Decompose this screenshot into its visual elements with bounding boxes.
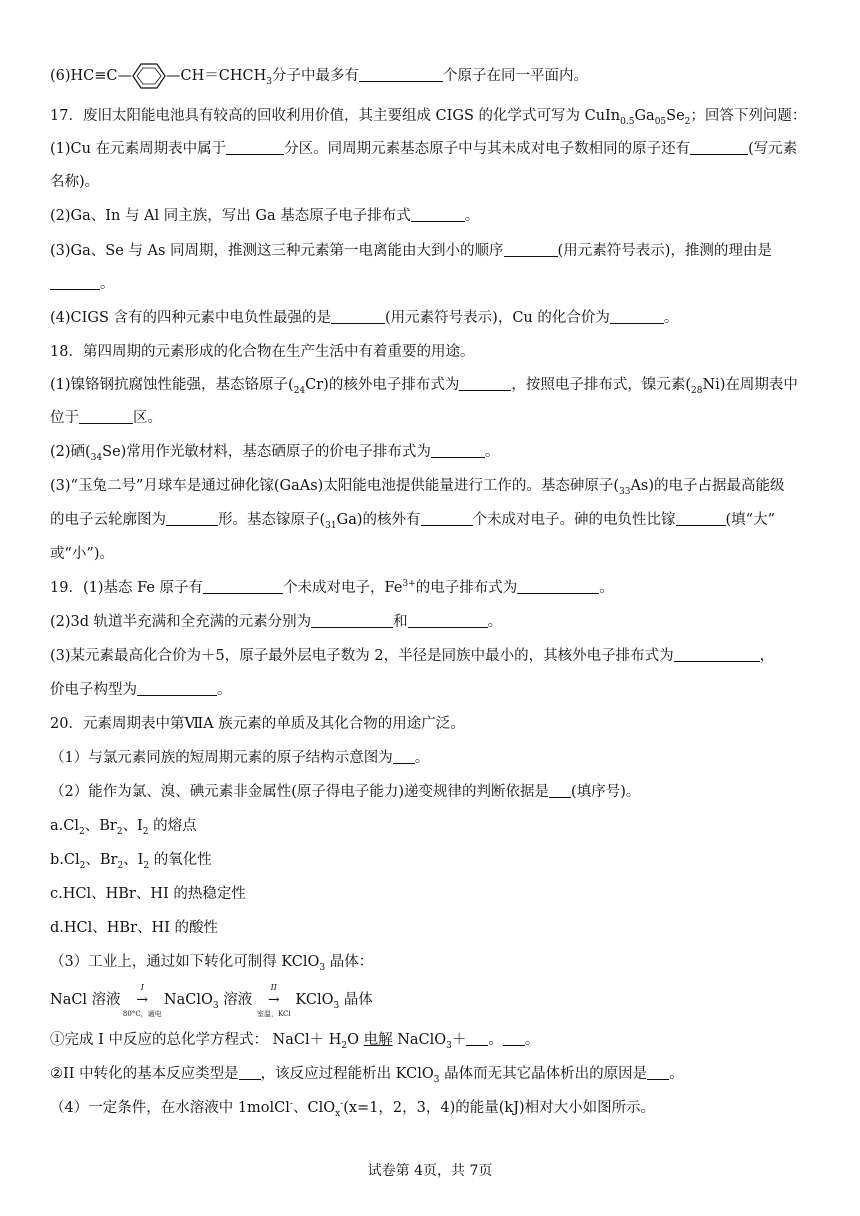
subscript: 34 [90, 452, 103, 463]
answer-blank[interactable] [431, 443, 485, 458]
answer-blank[interactable] [79, 409, 133, 424]
answer-blank[interactable] [647, 1065, 669, 1080]
subscript: 3 [433, 1074, 440, 1085]
answer-blank[interactable] [226, 140, 284, 155]
subscript: 3 [266, 76, 272, 87]
text: 20．元素周期表中第ⅦA 族元素的单质及其化合物的用途广泛。 [50, 716, 465, 732]
subscript: 2 [116, 826, 123, 837]
text: 。 [663, 310, 679, 326]
text: 17．废旧太阳能电池具有较高的回收利用价值，其主要组成 CIGS 的化学式可写为 CuIn [50, 108, 621, 124]
q19-part3-cont [50, 680, 820, 700]
q19-part2 [50, 612, 820, 632]
q18-part3-cont [50, 510, 820, 530]
answer-blank[interactable] [137, 681, 217, 696]
superscript: 3+ [402, 579, 416, 590]
text: (3)某元素最高化合价为＋5，原子最外层电子数为 2，半径是同族中最小的，其核外电子排布式为 [50, 648, 674, 664]
subscript: 2 [79, 826, 85, 837]
q19-part1 [50, 578, 820, 598]
text: 名称)。 [50, 174, 100, 190]
q20-part2 [50, 782, 820, 802]
text: Se [666, 108, 685, 124]
text: c.HCl、HBr、HI 的热稳定性 [50, 886, 246, 902]
text: 的熔点 [148, 818, 197, 834]
option-d [50, 918, 820, 938]
q17-part1 [50, 139, 820, 159]
q18-part1 [50, 375, 820, 395]
text: Ga [634, 108, 655, 124]
arrow-label: II [270, 983, 277, 992]
subscript: 3 [333, 1000, 340, 1011]
arrow-icon: → [136, 992, 149, 1008]
answer-blank[interactable] [166, 511, 218, 526]
text: ，该反应过程能析出 KClO [260, 1066, 434, 1082]
text: 形。基态镓原子( [218, 512, 326, 528]
text: (用元素符号表示)，推测的理由是 [557, 243, 772, 259]
text: ①完成 I 中反应的总化学方程式： NaCl＋ H [50, 1032, 342, 1048]
answer-blank[interactable] [459, 376, 511, 391]
q20-part1 [50, 748, 820, 768]
subscript: 31 [325, 520, 337, 531]
subscript: 2 [117, 860, 124, 871]
arrow-label: I [140, 983, 144, 992]
text: (填序号)。 [571, 784, 641, 800]
q20-part4 [50, 1098, 820, 1118]
text: （2）能作为氯、溴、碘元素非金属性(原子得电子能力)递变规律的判断依据是 [50, 784, 550, 800]
q18-part3-cont2 [50, 544, 820, 564]
subscript: 3 [319, 962, 326, 973]
text: (4)CIGS 含有的四种元素中电负性最强的是 [50, 310, 331, 326]
q17-part4 [50, 308, 820, 328]
text: 区。 [133, 410, 162, 426]
option-a [50, 816, 820, 836]
text: Se)常用作光敏材料，基态硒原子的价电子排布式为 [102, 444, 431, 460]
answer-blank[interactable] [690, 140, 748, 155]
text: 。 [217, 682, 232, 698]
arrow-condition: 室温，KCl [256, 1010, 291, 1018]
text: 。 [484, 444, 500, 460]
q17-part3-cont [50, 274, 820, 294]
text: 。 [414, 750, 430, 766]
text: NaClO [392, 1032, 447, 1048]
text: 的氧化性 [149, 852, 212, 868]
subscript: 28 [691, 385, 703, 396]
text: Ga)的核外有 [336, 512, 421, 528]
q18-part3 [50, 476, 820, 496]
text: ， [759, 648, 775, 664]
text: 。 [100, 276, 115, 292]
text: O [347, 1032, 364, 1048]
text: 、ClO [292, 1100, 336, 1116]
text: (3)Ga、Se 与 As 同周期，推测这三种元素第一电离能由大到小的顺序 [50, 243, 504, 259]
text: (2)Ga、In 与 Al 同主族，写出 Ga 基态原子电子排布式 [50, 208, 411, 224]
subscript: 2 [142, 826, 149, 837]
subscript: 33 [618, 486, 631, 497]
text: (2)硒( [50, 444, 91, 460]
answer-blank[interactable] [359, 67, 443, 82]
answer-blank[interactable] [674, 647, 760, 662]
superscript: - [289, 1099, 293, 1110]
condition-text: 电解 [363, 1032, 393, 1048]
text: ②II 中转化的基本反应类型是 [50, 1066, 239, 1082]
text: 溶液 [218, 992, 253, 1008]
text: (填“大” [725, 512, 775, 528]
answer-blank[interactable] [311, 613, 393, 628]
text: NaCl 溶液 [50, 992, 121, 1008]
text: ，按照电子排布式，镍元素( [511, 377, 691, 393]
q20-part3 [50, 952, 820, 972]
answer-blank[interactable] [421, 511, 473, 526]
subscript: 2 [341, 1040, 348, 1051]
reaction-arrow-2 [256, 983, 291, 1018]
answer-blank[interactable] [676, 511, 726, 526]
text: 晶体而无其它晶体析出的原因是 [439, 1066, 648, 1082]
subscript: 2 [79, 860, 86, 871]
text: (3)“玉兔二号”月球车是通过砷化镓(GaAs)太阳能电池提供能量进行工作的。基态砷原子( [50, 478, 619, 494]
text: —CH＝CHCH [166, 68, 267, 84]
text: 和 [393, 614, 408, 630]
subscript: x [335, 1108, 341, 1119]
q20-part3-sub2 [50, 1064, 820, 1084]
text: 。 [464, 208, 480, 224]
answer-blank[interactable] [466, 1031, 488, 1046]
answer-blank[interactable] [50, 275, 100, 290]
conversion-equation [50, 983, 820, 1018]
subscript: 3 [446, 1040, 452, 1051]
text: 的电子排布式为 [415, 580, 518, 596]
text: 分子中最多有 [271, 68, 359, 84]
text: 19．(1)基态 Fe 原子有 [50, 580, 204, 596]
text: 。 [488, 1032, 503, 1048]
text: 。 [599, 580, 614, 596]
text: 晶体 [339, 992, 373, 1008]
text: 或“小”)。 [50, 546, 114, 562]
answer-blank[interactable] [393, 749, 415, 764]
superscript: - [340, 1099, 344, 1110]
answer-blank[interactable] [203, 579, 283, 594]
benzene-ring-icon [132, 62, 166, 90]
text: (写元素 [748, 141, 798, 157]
subscript: 3 [212, 1000, 219, 1011]
answer-blank[interactable] [408, 613, 488, 628]
text: 个未成对电子。砷的电负性比镓 [472, 512, 676, 528]
text: ；回答下列问题： [690, 108, 807, 124]
text: (x=1，2，3，4)的能量(kJ)相对大小如图所示。 [343, 1100, 656, 1116]
text: 。 [487, 614, 503, 630]
answer-blank[interactable] [331, 309, 385, 324]
text: 、Br [85, 852, 118, 868]
subscript: 05 [654, 116, 667, 127]
subscript: 2 [684, 116, 691, 127]
text: 的电子云轮廓图为 [50, 512, 166, 528]
text: 、I [123, 852, 144, 868]
page-footer: 试卷第 4页，共 7页 [367, 1163, 493, 1179]
answer-blank[interactable] [411, 207, 465, 222]
text: Cr)的核外电子排布式为 [305, 377, 460, 393]
answer-blank[interactable] [239, 1065, 261, 1080]
q17-part3 [50, 241, 820, 261]
subscript: 0.5 [620, 116, 635, 127]
subscript: 24 [293, 385, 306, 396]
text: (1)Cu 在元素周期表中属于 [50, 141, 227, 157]
arrow-icon: → [267, 992, 280, 1008]
text: KClO [295, 992, 334, 1008]
text: 晶体： [325, 954, 374, 970]
q17-stem [50, 106, 820, 126]
text: （1）与氯元素同族的短周期元素的原子结构示意图为 [50, 750, 393, 766]
text: b.Cl [50, 852, 80, 868]
text: a.Cl [50, 818, 79, 834]
reaction-arrow-1 [122, 983, 162, 1018]
q19-part3 [50, 646, 820, 666]
text: 分区。同周期元素基态原子中与其未成对电子数相同的原子还有 [284, 141, 691, 157]
q18-stem [50, 342, 820, 362]
text: NaClO [163, 992, 213, 1008]
option-b [50, 850, 820, 870]
answer-blank[interactable] [610, 309, 664, 324]
q18-part2 [50, 442, 820, 462]
text: 。 [524, 1032, 540, 1048]
answer-blank[interactable] [503, 1031, 525, 1046]
text: 。 [669, 1066, 684, 1082]
q20-part3-sub1 [50, 1030, 820, 1050]
text: (6)HC≡C— [50, 68, 133, 84]
q20-stem [50, 714, 820, 734]
answer-blank[interactable] [549, 783, 571, 798]
text: 、I [122, 818, 143, 834]
text: As)的电子占据最高能级 [630, 478, 785, 494]
option-c [50, 884, 820, 904]
answer-blank[interactable] [504, 242, 558, 257]
q17-part1-cont [50, 172, 820, 192]
subscript: 2 [143, 860, 150, 871]
q16-part6 [50, 62, 820, 90]
text: (2)3d 轨道半充满和全充满的元素分别为 [50, 614, 312, 630]
text: 价电子构型为 [50, 682, 137, 698]
text: ＋ [451, 1032, 467, 1048]
text: （3）工业上，通过如下转化可制得 KClO [50, 954, 320, 970]
answer-blank[interactable] [517, 579, 599, 594]
text: (用元素符号表示)，Cu 的化合价为 [385, 310, 610, 326]
text: d.HCl、HBr、HI 的酸性 [50, 920, 218, 936]
arrow-condition: 80°C，通电 [122, 1010, 162, 1018]
q18-part1-cont [50, 408, 820, 428]
text: Ni)在周期表中 [702, 377, 798, 393]
text: 个原子在同一平面内。 [442, 68, 588, 84]
q17-part2 [50, 206, 820, 226]
text: 位于 [50, 410, 79, 426]
text: 、Br [84, 818, 117, 834]
text: 个未成对电子，Fe [283, 580, 403, 596]
text: 18．第四周期的元素形成的化合物在生产生活中有着重要的用途。 [50, 344, 475, 360]
text: (1)镍铬钢抗腐蚀性能强，基态铬原子( [50, 377, 294, 393]
text: （4）一定条件，在水溶液中 1molCl [50, 1100, 290, 1116]
